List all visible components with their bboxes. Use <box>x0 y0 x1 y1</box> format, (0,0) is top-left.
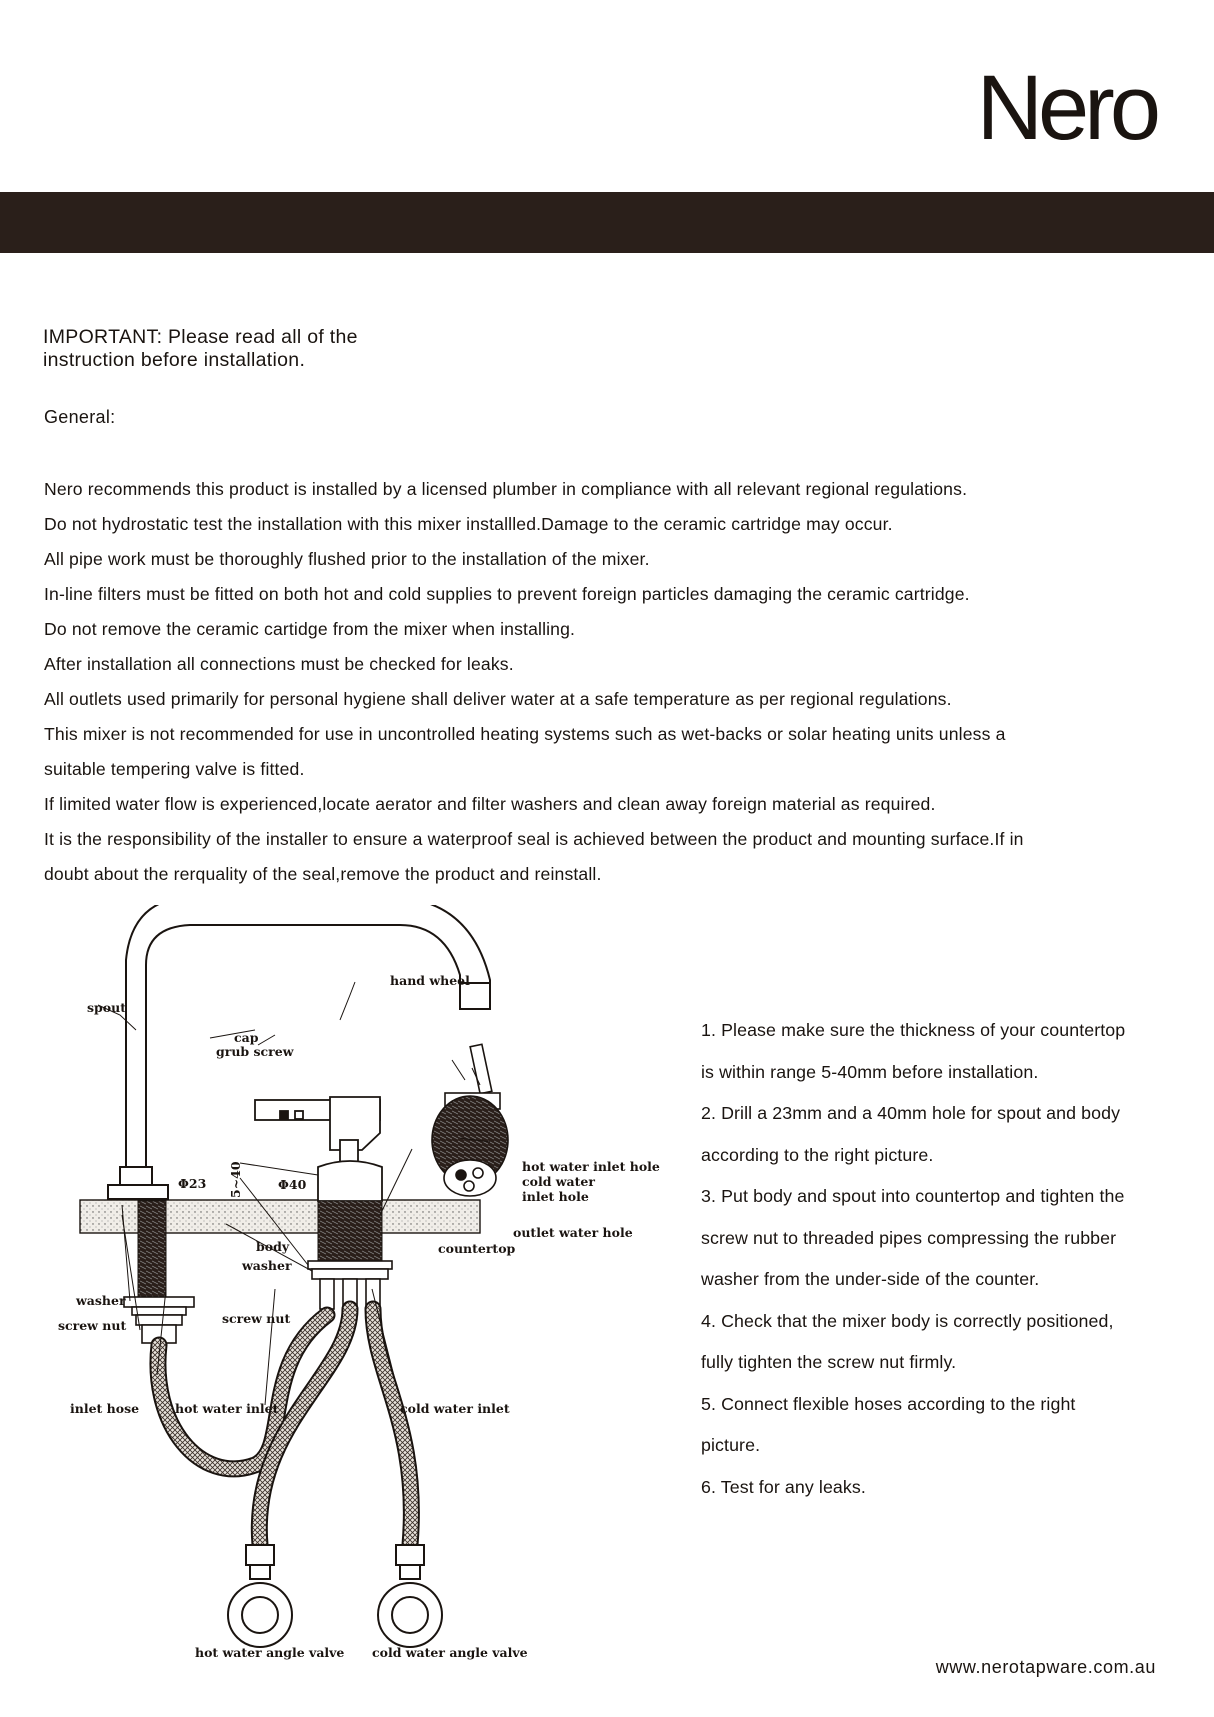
step-line: according to the right picture. <box>701 1144 934 1165</box>
body-thread <box>318 1201 382 1261</box>
label-cold-inlet-hole-1: cold water <box>522 1174 595 1189</box>
label-screw-nut-left: screw nut <box>58 1318 127 1333</box>
note-line: This mixer is not recommended for use in uncontrolled heating systems such as wet-backs or solar heating units unless a <box>44 724 1006 744</box>
installation-steps <box>701 1010 1181 1508</box>
angle-valves <box>228 1545 442 1647</box>
note-line: All outlets used primarily for personal hygiene shall deliver water at a safe temperature as per regional regulations. <box>44 689 952 709</box>
step-line: picture. <box>701 1435 761 1455</box>
label-hot-water-inlet: hot water inlet <box>175 1401 279 1416</box>
label-outlet-hole: outlet water hole <box>513 1225 633 1240</box>
header-bar <box>0 192 1214 253</box>
step-line: 3. Put body and spout into countertop and tighten the <box>701 1186 1125 1206</box>
note-line: It is the responsibility of the installer to ensure a waterproof seal is achieved between the product and mounting surface.If in <box>44 829 1024 849</box>
step-line: washer from the under-side of the counter. <box>701 1269 1040 1289</box>
label-d40: Φ40 <box>278 1177 307 1192</box>
note-line: suitable tempering valve is fitted. <box>44 759 305 779</box>
step-line: 1. Please make sure the thickness of your countertop <box>701 1020 1126 1040</box>
brand-logo: Nero <box>976 57 1156 159</box>
label-countertop: countertop <box>438 1241 516 1256</box>
step-line: 5. Connect flexible hoses according to the right <box>701 1393 1076 1414</box>
note-line: In-line filters must be fitted on both hot and cold supplies to prevent foreign particles damaging the ceramic cartridge. <box>44 584 970 604</box>
step-line: 4. Check that the mixer body is correctly positioned, <box>701 1310 1114 1331</box>
label-inlet-hose: inlet hose <box>70 1401 140 1416</box>
label-screw-nut-mid: screw nut <box>222 1311 291 1326</box>
label-cap: cap <box>234 1030 259 1045</box>
handle-drawing <box>255 1097 382 1201</box>
step-line: fully tighten the screw nut firmly. <box>701 1352 957 1372</box>
spout-drawing <box>108 905 490 1199</box>
step-line: 2. Drill a 23mm and a 40mm hole for spout and body <box>701 1103 1121 1123</box>
label-grub-screw: grub screw <box>216 1044 294 1059</box>
note-line: All pipe work must be thoroughly flushed prior to the installation of the mixer. <box>44 549 650 569</box>
label-hand-wheel: hand wheel <box>390 973 470 988</box>
note-line: Do not remove the ceramic cartidge from the mixer when installing. <box>44 619 576 639</box>
label-washer-left: washer <box>76 1293 126 1308</box>
label-cold-inlet-hole-2: inlet hole <box>522 1189 589 1204</box>
important-line-2: instruction before installation. <box>43 349 306 371</box>
general-heading: General: <box>44 407 116 427</box>
note-line: Do not hydrostatic test the installation with this mixer installled.Damage to the ceramic cartridge may occur. <box>44 514 893 534</box>
label-hot-inlet-hole: hot water inlet hole <box>522 1159 660 1174</box>
label-range: 5~40 <box>228 1161 243 1198</box>
general-notes <box>44 472 1174 892</box>
label-washer-right: washer <box>242 1258 292 1273</box>
label-cold-angle-valve: cold water angle valve <box>372 1645 528 1660</box>
cartridge-detail <box>432 1044 508 1196</box>
hoses <box>158 1309 411 1545</box>
installation-diagram <box>50 905 680 1665</box>
note-line: Nero recommends this product is installed by a licensed plumber in compliance with all relevant regional regulations. <box>44 479 968 499</box>
step-line: screw nut to threaded pipes compressing the rubber <box>701 1227 1117 1248</box>
important-line-1: IMPORTANT: Please read all of the <box>43 326 358 348</box>
label-cold-water-inlet: cold water inlet <box>400 1401 510 1416</box>
step-line: is within range 5-40mm before installation. <box>701 1061 1039 1082</box>
important-notice <box>43 326 358 372</box>
step-line: 6. Test for any leaks. <box>701 1476 866 1497</box>
website-link[interactable]: www.nerotapware.com.au <box>935 1657 1156 1677</box>
note-line: doubt about the rerquality of the seal,remove the product and reinstall. <box>44 864 602 884</box>
note-line: After installation all connections must be checked for leaks. <box>44 654 514 674</box>
label-body: body <box>256 1239 290 1254</box>
label-d23: Φ23 <box>178 1176 207 1191</box>
spout-thread <box>138 1201 166 1297</box>
spout-fittings <box>124 1297 194 1343</box>
label-hot-angle-valve: hot water angle valve <box>195 1645 345 1660</box>
label-spout: spout <box>87 1000 126 1015</box>
note-line: If limited water flow is experienced,locate aerator and filter washers and clean away foreign material as required. <box>44 794 936 814</box>
